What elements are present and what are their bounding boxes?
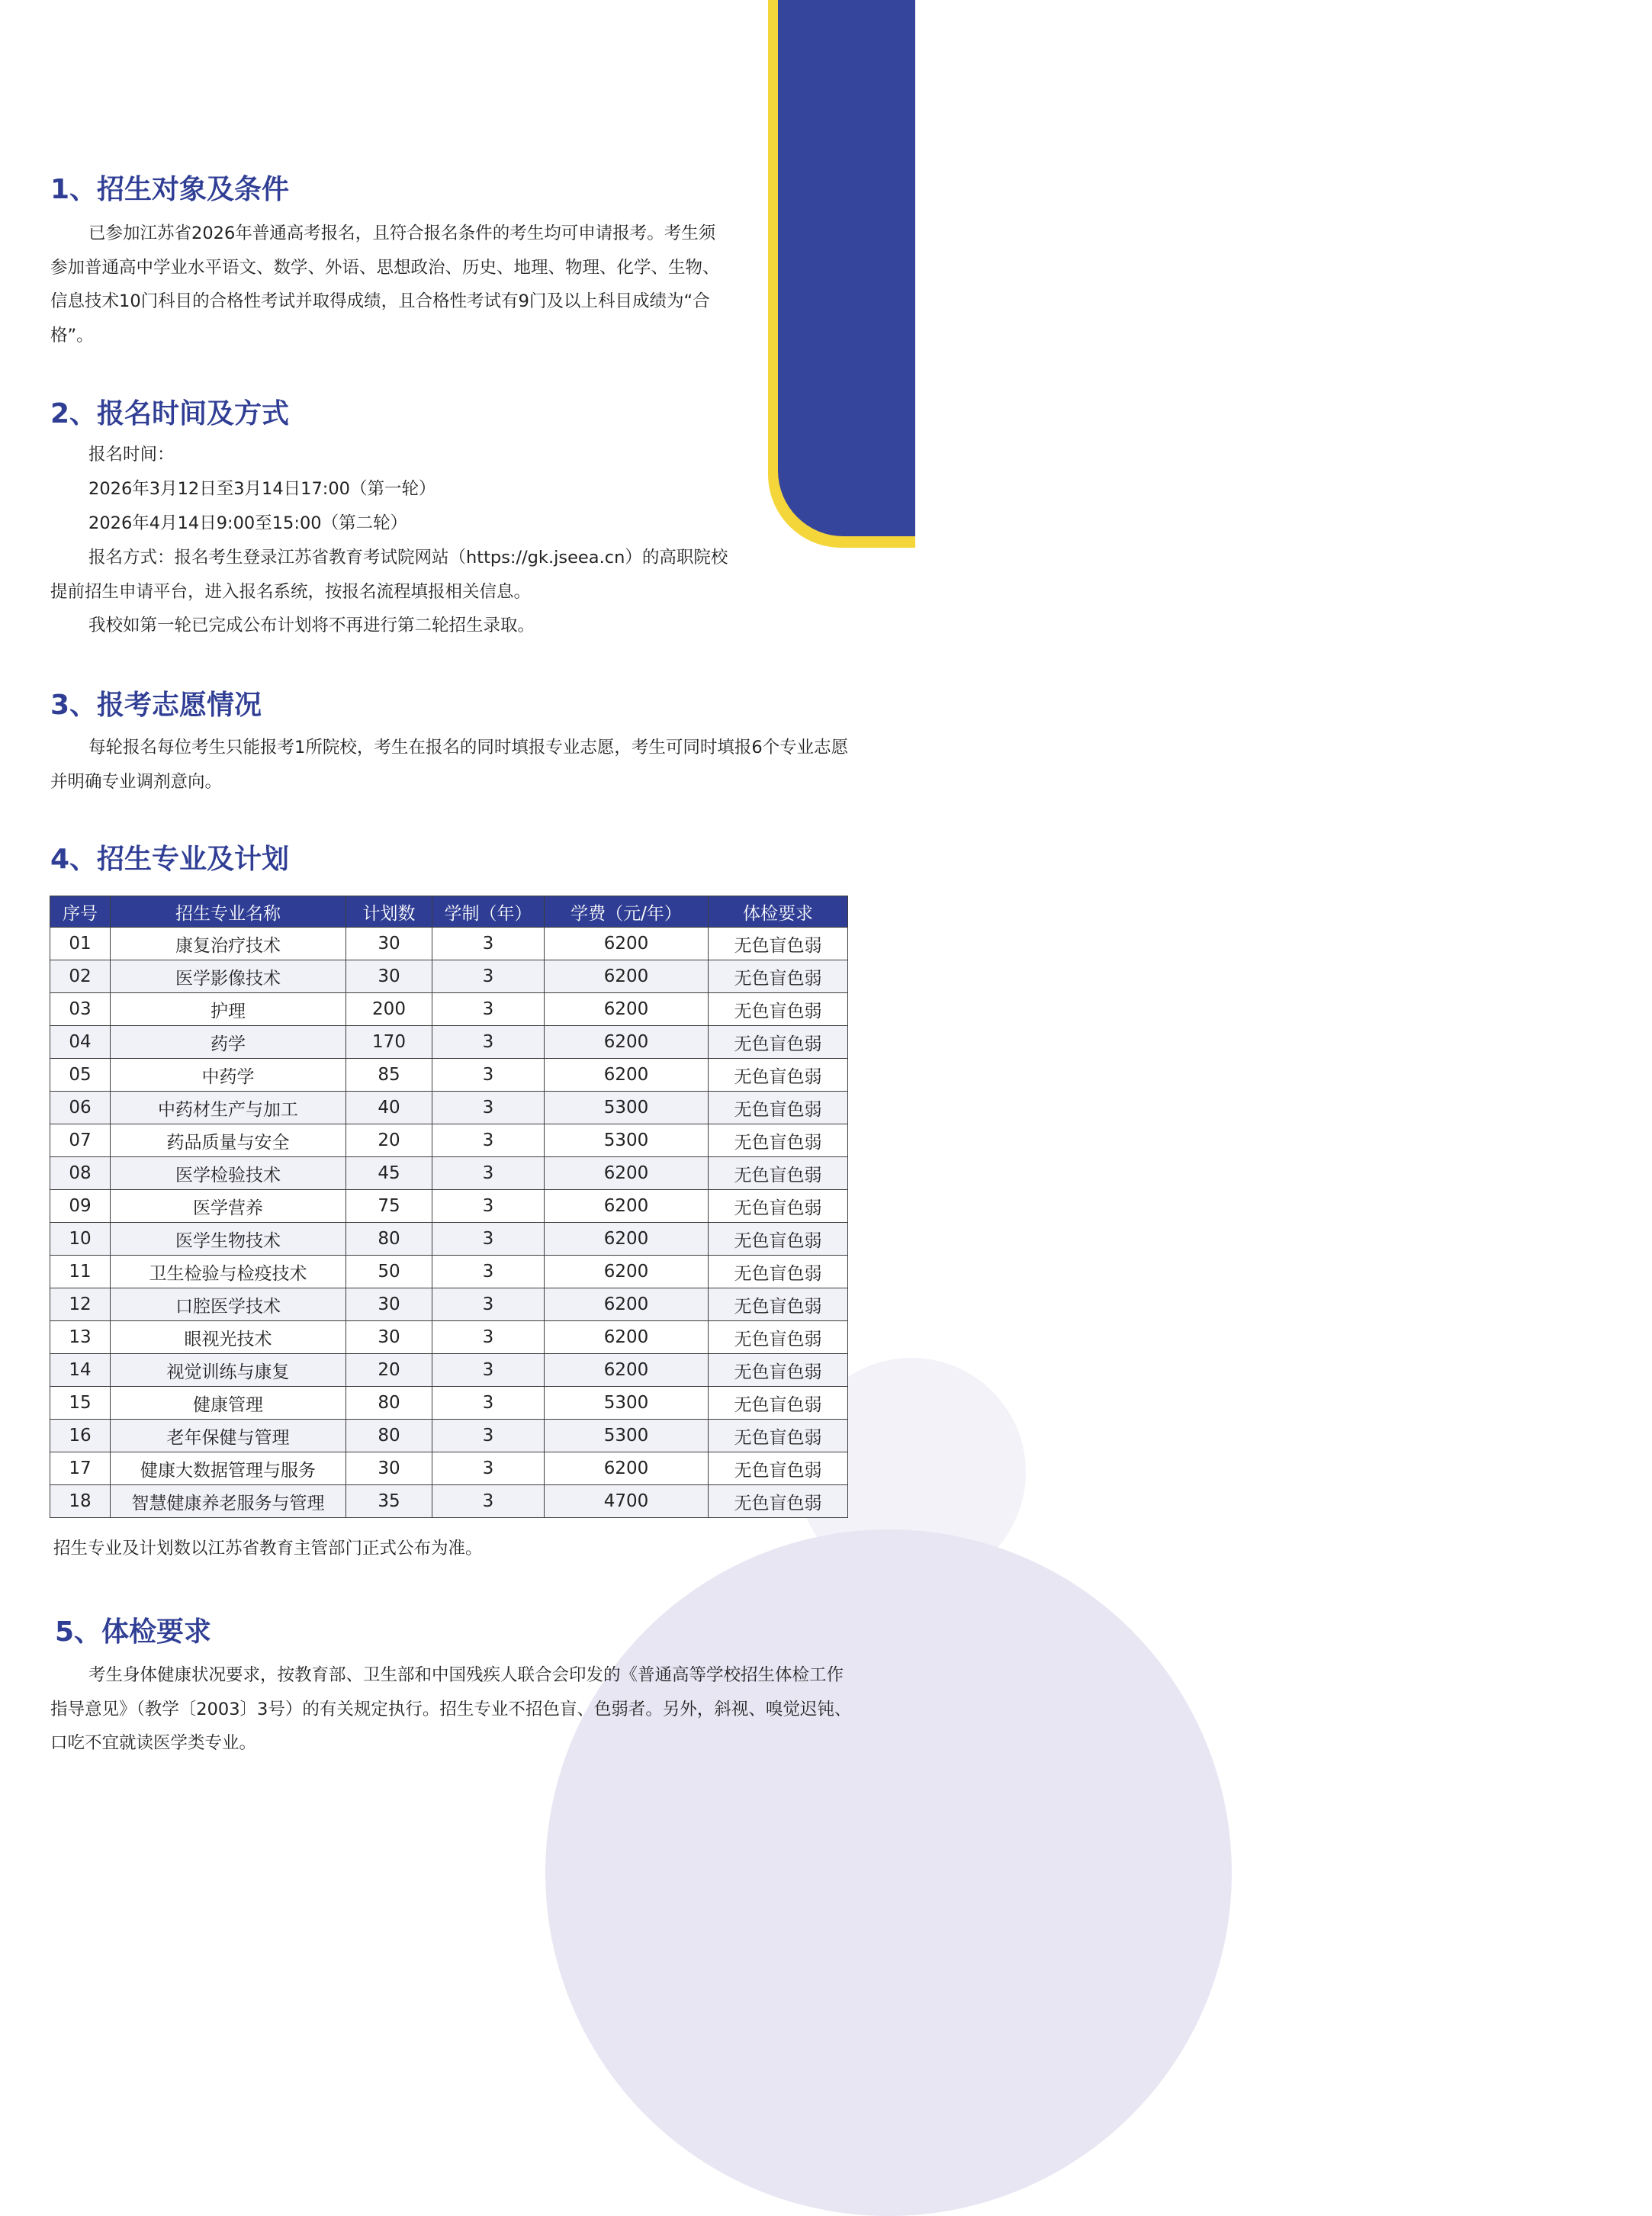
section-5-title: 5、体检要求	[55, 1616, 212, 1648]
banner-char-4: 策	[1583, 412, 1639, 476]
tuition-cell: 6200	[545, 960, 709, 993]
table-row	[50, 1354, 848, 1387]
section-3-title: 3、报考志愿情况	[50, 690, 262, 721]
tuition-cell: 4700	[545, 1485, 709, 1518]
section-3-body: 每轮报名每位考生只能报考1所院校，考生在报名的同时填报专业志愿，考生可同时填报6个专业志愿并明确专业调剂意向。	[50, 738, 849, 792]
plan-count-cell: 30	[346, 1452, 432, 1485]
duration-cell: 3	[432, 993, 545, 1026]
table-row	[50, 1059, 848, 1092]
table-row	[50, 1256, 848, 1288]
duration-cell: 3	[432, 1288, 545, 1321]
index-cell: 06	[50, 1092, 111, 1124]
plan-count-cell: 35	[346, 1485, 432, 1518]
duration-cell: 3	[432, 1321, 545, 1354]
plan-count-cell: 80	[346, 1420, 432, 1452]
index-cell: 18	[50, 1485, 111, 1518]
table-row	[50, 1387, 848, 1420]
column-header-duration: 学制（年）	[432, 896, 545, 928]
duration-cell: 3	[432, 1190, 545, 1223]
registration-time-label: 报名时间：	[88, 445, 175, 465]
duration-cell: 3	[432, 1420, 545, 1452]
section-1-title: 1、招生对象及条件	[50, 174, 290, 205]
major-name-cell: 医学检验技术	[111, 1157, 346, 1190]
duration-cell: 3	[432, 928, 545, 960]
major-name-cell: 口腔医学技术	[111, 1288, 346, 1321]
duration-cell: 3	[432, 1059, 545, 1092]
index-cell: 03	[50, 993, 111, 1026]
tuition-cell: 6200	[545, 1452, 709, 1485]
duration-cell: 3	[432, 1452, 545, 1485]
major-name-cell: 眼视光技术	[111, 1321, 346, 1354]
physical-requirement-cell: 无色盲色弱	[709, 1485, 848, 1518]
duration-cell: 3	[432, 1092, 545, 1124]
second-round-note: 我校如第一轮已完成公布计划将不再进行第二轮招生录取。	[88, 616, 535, 635]
table-row	[50, 1026, 848, 1059]
plan-count-cell: 170	[346, 1026, 432, 1059]
major-name-cell: 视觉训练与康复	[111, 1354, 346, 1387]
index-cell: 07	[50, 1124, 111, 1157]
column-header-index: 序号	[50, 896, 111, 928]
index-cell: 13	[50, 1321, 111, 1354]
major-name-cell: 药学	[111, 1026, 346, 1059]
index-cell: 02	[50, 960, 111, 993]
physical-requirement-cell: 无色盲色弱	[709, 1288, 848, 1321]
index-cell: 11	[50, 1256, 111, 1288]
table-row	[50, 1157, 848, 1190]
physical-requirement-cell: 无色盲色弱	[709, 1420, 848, 1452]
plan-count-cell: 80	[346, 1223, 432, 1256]
major-name-cell: 中药材生产与加工	[111, 1092, 346, 1124]
column-header-tuition: 学费（元/年）	[545, 896, 709, 928]
table-row	[50, 1452, 848, 1485]
section-2-title: 2、报名时间及方式	[50, 398, 290, 429]
plan-count-cell: 50	[346, 1256, 432, 1288]
tuition-cell: 6200	[545, 1223, 709, 1256]
index-cell: 04	[50, 1026, 111, 1059]
plan-count-cell: 30	[346, 1321, 432, 1354]
major-name-cell: 健康管理	[111, 1387, 346, 1420]
plan-count-cell: 30	[346, 928, 432, 960]
major-name-cell: 智慧健康养老服务与管理	[111, 1485, 346, 1518]
tuition-cell: 6200	[545, 1026, 709, 1059]
physical-requirement-cell: 无色盲色弱	[709, 1256, 848, 1288]
major-name-cell: 康复治疗技术	[111, 928, 346, 960]
major-name-cell: 医学营养	[111, 1190, 346, 1223]
major-name-cell: 中药学	[111, 1059, 346, 1092]
physical-requirement-cell: 无色盲色弱	[709, 1026, 848, 1059]
physical-requirement-cell: 无色盲色弱	[709, 1387, 848, 1420]
duration-cell: 3	[432, 960, 545, 993]
plan-count-cell: 40	[346, 1092, 432, 1124]
tuition-cell: 5300	[545, 1124, 709, 1157]
physical-requirement-cell: 无色盲色弱	[709, 1157, 848, 1190]
policy-banner	[778, 0, 1639, 536]
tuition-cell: 6200	[545, 1059, 709, 1092]
duration-cell: 3	[432, 1223, 545, 1256]
table-header-row	[50, 896, 848, 928]
section-5-body: 考生身体健康状况要求，按教育部、卫生部和中国残疾人联合会印发的《普通高等学校招生体检工作指导意见》（教学〔2003〕3号）的有关规定执行。招生专业不招色盲、色弱者。另外，斜视、嗅觉迟钝、口吃不宜就读医学类专业。	[50, 1665, 852, 1753]
index-cell: 14	[50, 1354, 111, 1387]
tuition-cell: 5300	[545, 1092, 709, 1124]
plan-count-cell: 75	[346, 1190, 432, 1223]
index-cell: 17	[50, 1452, 111, 1485]
plan-count-cell: 200	[346, 993, 432, 1026]
tuition-cell: 6200	[545, 1288, 709, 1321]
major-name-cell: 医学生物技术	[111, 1223, 346, 1256]
banner-char-2: 考	[1583, 270, 1639, 334]
physical-requirement-cell: 无色盲色弱	[709, 1223, 848, 1256]
column-header-major: 招生专业名称	[111, 896, 346, 928]
physical-requirement-cell: 无色盲色弱	[709, 1354, 848, 1387]
table-row	[50, 1124, 848, 1157]
physical-requirement-cell: 无色盲色弱	[709, 1059, 848, 1092]
registration-round-2: 2026年4月14日9:00至15:00（第二轮）	[88, 513, 408, 533]
physical-requirement-cell: 无色盲色弱	[709, 1452, 848, 1485]
duration-cell: 3	[432, 1124, 545, 1157]
duration-cell: 3	[432, 1485, 545, 1518]
table-row	[50, 1092, 848, 1124]
table-row	[50, 1223, 848, 1256]
table-row	[50, 1321, 848, 1354]
plan-count-cell: 20	[346, 1354, 432, 1387]
table-row	[50, 1420, 848, 1452]
major-name-cell: 老年保健与管理	[111, 1420, 346, 1452]
table-row	[50, 1190, 848, 1223]
plan-count-cell: 20	[346, 1124, 432, 1157]
index-cell: 01	[50, 928, 111, 960]
major-name-cell: 药品质量与安全	[111, 1124, 346, 1157]
major-name-cell: 医学影像技术	[111, 960, 346, 993]
index-cell: 05	[50, 1059, 111, 1092]
physical-requirement-cell: 无色盲色弱	[709, 1321, 848, 1354]
section-1-body: 已参加江苏省2026年普通高考报名，且符合报名条件的考生均可申请报考。考生须参加普通高中学业水平语文、数学、外语、思想政治、历史、地理、物理、化学、生物、信息技术10门科目的合格性考试并取得成绩，且合格性考试有9门及以上科目成绩为“合格”。	[50, 224, 720, 346]
plan-count-cell: 85	[346, 1059, 432, 1092]
tuition-cell: 5300	[545, 1387, 709, 1420]
physical-requirement-cell: 无色盲色弱	[709, 1124, 848, 1157]
duration-cell: 3	[432, 1387, 545, 1420]
index-cell: 10	[50, 1223, 111, 1256]
plan-count-cell: 45	[346, 1157, 432, 1190]
column-header-physical: 体检要求	[709, 896, 848, 928]
duration-cell: 3	[432, 1256, 545, 1288]
physical-requirement-cell: 无色盲色弱	[709, 993, 848, 1026]
tuition-cell: 6200	[545, 993, 709, 1026]
table-row	[50, 928, 848, 960]
duration-cell: 3	[432, 1354, 545, 1387]
major-plan-table	[50, 896, 848, 1518]
physical-requirement-cell: 无色盲色弱	[709, 928, 848, 960]
plan-count-cell: 30	[346, 960, 432, 993]
major-name-cell: 护理	[111, 993, 346, 1026]
tuition-cell: 6200	[545, 1190, 709, 1223]
major-name-cell: 卫生检验与检疫技术	[111, 1256, 346, 1288]
table-row	[50, 1485, 848, 1518]
index-cell: 09	[50, 1190, 111, 1223]
open-book-icon	[1571, 114, 1650, 175]
duration-cell: 3	[432, 1026, 545, 1059]
plan-count-cell: 80	[346, 1387, 432, 1420]
index-cell: 08	[50, 1157, 111, 1190]
index-cell: 12	[50, 1288, 111, 1321]
index-cell: 16	[50, 1420, 111, 1452]
table-row	[50, 993, 848, 1026]
physical-requirement-cell: 无色盲色弱	[709, 960, 848, 993]
duration-cell: 3	[432, 1157, 545, 1190]
registration-method: 报名方式：报名考生登录江苏省教育考试院网站（https://gk.jseea.cn）的高职院校提前招生申请平台，进入报名系统，按报名流程填报相关信息。	[50, 548, 728, 602]
tuition-cell: 6200	[545, 1256, 709, 1288]
tuition-cell: 6200	[545, 1321, 709, 1354]
table-footnote: 招生专业及计划数以江苏省教育主管部门正式公布为准。	[53, 1539, 483, 1558]
physical-requirement-cell: 无色盲色弱	[709, 1092, 848, 1124]
plan-count-cell: 30	[346, 1288, 432, 1321]
section-4-title: 4、招生专业及计划	[50, 844, 290, 875]
physical-requirement-cell: 无色盲色弱	[709, 1190, 848, 1223]
major-name-cell: 健康大数据管理与服务	[111, 1452, 346, 1485]
index-cell: 15	[50, 1387, 111, 1420]
tuition-cell: 6200	[545, 928, 709, 960]
tuition-cell: 6200	[545, 1354, 709, 1387]
registration-round-1: 2026年3月12日至3月14日17:00（第一轮）	[88, 479, 436, 499]
table-row	[50, 1288, 848, 1321]
tuition-cell: 5300	[545, 1420, 709, 1452]
table-row	[50, 960, 848, 993]
background-circle-large	[545, 1529, 1232, 2216]
column-header-plan: 计划数	[346, 896, 432, 928]
banner-char-3: 政	[1583, 341, 1639, 405]
tuition-cell: 6200	[545, 1157, 709, 1190]
banner-char-1: 报	[1583, 200, 1639, 264]
